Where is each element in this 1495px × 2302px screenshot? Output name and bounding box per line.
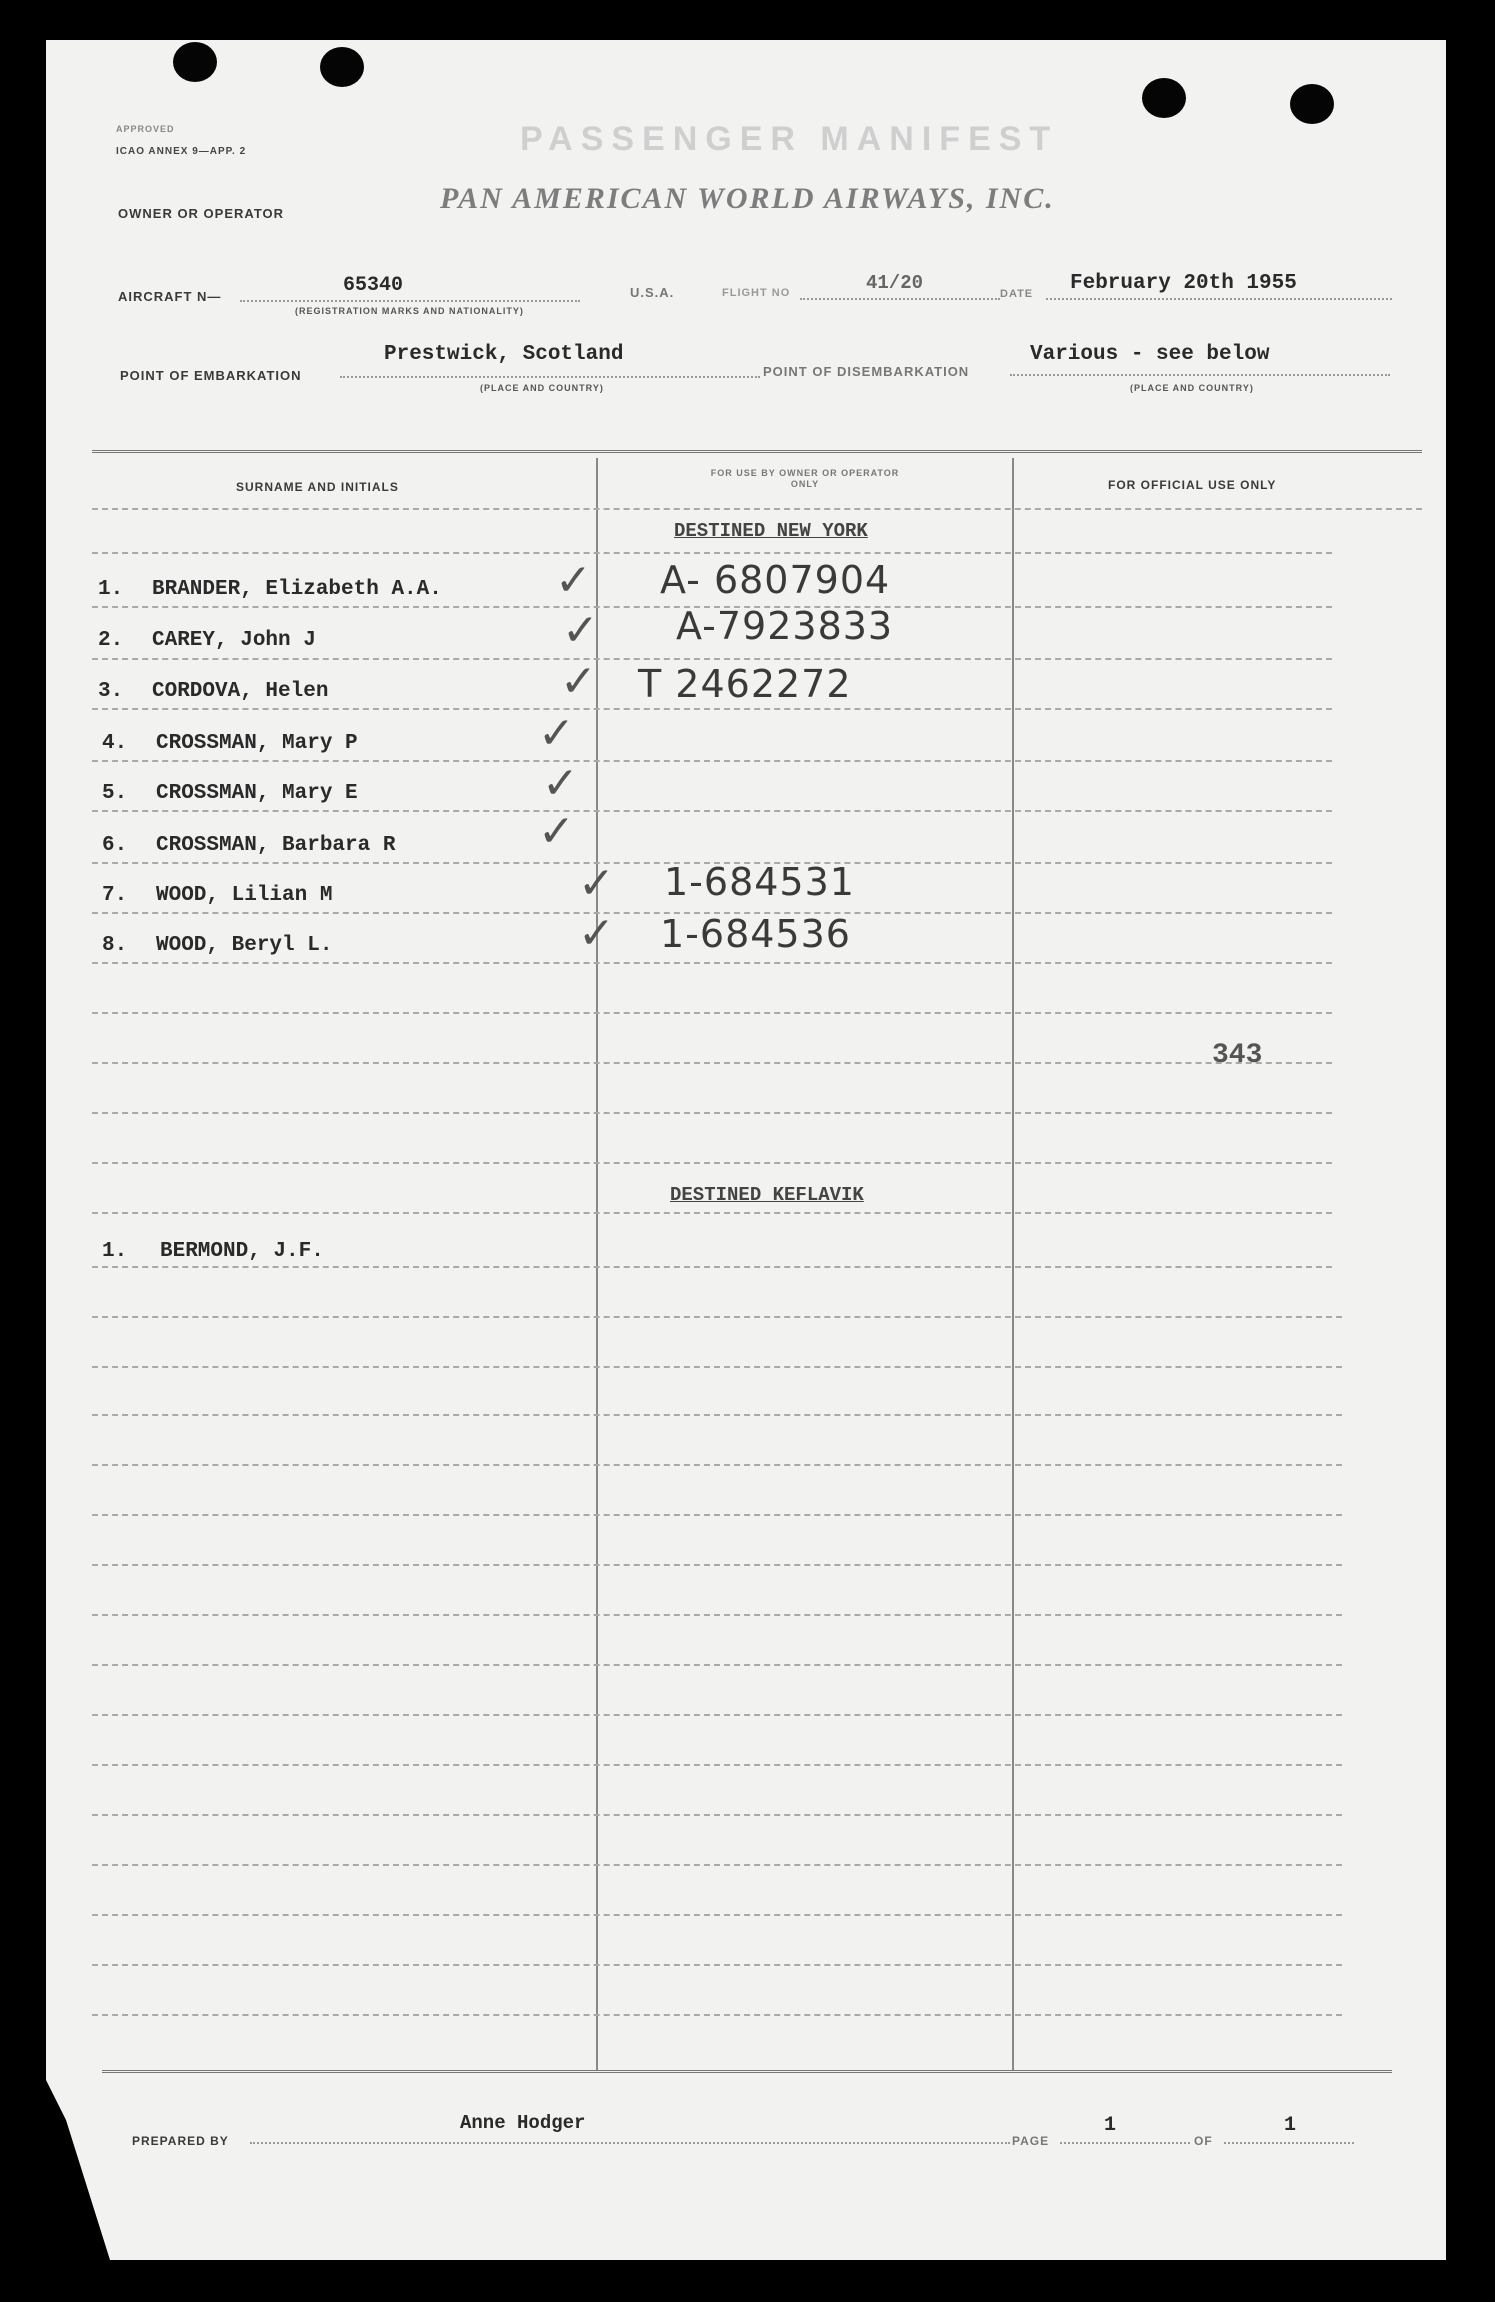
row-rule (92, 552, 1332, 554)
flight-value: 41/20 (866, 272, 924, 294)
disembark-line (1010, 374, 1390, 376)
date-line (1046, 298, 1392, 300)
check-mark-icon: ✓ (560, 656, 597, 707)
column-divider-2 (1012, 458, 1014, 2070)
passenger-number: 4. (102, 732, 128, 755)
row-rule (92, 760, 1332, 762)
row-rule (92, 1564, 1342, 1566)
passenger-name: WOOD, Lilian M (156, 884, 333, 907)
row-rule (92, 2014, 1342, 2016)
row-rule (92, 1814, 1342, 1816)
prepared-line (250, 2142, 1010, 2144)
embark-caption: (PLACE AND COUNTRY) (480, 383, 604, 393)
passenger-number: 7. (102, 884, 128, 907)
check-mark-icon: ✓ (578, 858, 615, 909)
handwritten-note: 1-684536 (660, 912, 851, 956)
handwritten-note: A-7923833 (676, 604, 894, 648)
check-mark-icon: ✓ (542, 758, 579, 809)
official-mark: 343 (1212, 1040, 1263, 1071)
aircraft-line (240, 300, 580, 302)
passenger-number: 5. (102, 782, 128, 805)
passenger-name: CAREY, John J (152, 629, 316, 652)
row-rule (92, 708, 1332, 710)
disembark-caption: (PLACE AND COUNTRY) (1130, 383, 1254, 393)
owner-label: OWNER OR OPERATOR (118, 206, 285, 221)
date-label: DATE (1000, 288, 1034, 300)
passenger-name: CROSSMAN, Mary P (156, 732, 358, 755)
check-mark-icon: ✓ (562, 605, 599, 656)
prepared-by: Anne Hodger (460, 2112, 586, 2134)
embark-value: Prestwick, Scotland (384, 343, 624, 366)
handwritten-note: A- 6807904 (660, 558, 891, 602)
row-rule (92, 658, 1332, 660)
table-bottom-rule (102, 2070, 1392, 2073)
passenger-number: 6. (102, 834, 128, 857)
passenger-number: 1. (98, 578, 124, 601)
usa-label: U.S.A. (630, 285, 675, 300)
row-rule (92, 1366, 1342, 1368)
row-rule (92, 1012, 1332, 1014)
col-names-header: SURNAME AND INITIALS (236, 480, 399, 494)
passenger-name: CROSSMAN, Mary E (156, 782, 358, 805)
passenger-name: CROSSMAN, Barbara R (156, 834, 396, 857)
check-mark-icon: ✓ (555, 555, 592, 606)
passenger-name: WOOD, Beryl L. (156, 934, 333, 957)
check-mark-icon: ✓ (578, 908, 615, 959)
row-rule (92, 1514, 1342, 1516)
passenger-name: BRANDER, Elizabeth A.A. (152, 578, 442, 601)
airline-name: PAN AMERICAN WORLD AIRWAYS, INC. (440, 182, 1055, 215)
row-rule (92, 1664, 1342, 1666)
row-rule (92, 1414, 1342, 1416)
row-rule (92, 1162, 1332, 1164)
row-rule (92, 1212, 1332, 1214)
group-heading: DESTINED NEW YORK (674, 520, 868, 542)
page-number: 1 (1104, 2114, 1117, 2137)
row-rule (92, 1062, 1332, 1064)
passenger-number: 3. (98, 680, 124, 703)
passenger-name: BERMOND, J.F. (160, 1240, 324, 1263)
form-title: PASSENGER MANIFEST (520, 120, 1059, 158)
flight-label: FLIGHT NO (722, 287, 791, 299)
of-line (1224, 2142, 1354, 2144)
row-rule (92, 1864, 1342, 1866)
header-underline (92, 508, 1422, 510)
row-rule (92, 1112, 1332, 1114)
disembark-value: Various - see below (1030, 343, 1270, 366)
row-rule (92, 1316, 1342, 1318)
disembark-label: POINT OF DISEMBARKATION (763, 364, 970, 379)
passenger-number: 8. (102, 934, 128, 957)
row-rule (92, 962, 1332, 964)
of-label: OF (1194, 2134, 1213, 2148)
handwritten-note: 1-684531 (664, 860, 855, 904)
row-rule (92, 1914, 1342, 1916)
row-rule (92, 1964, 1342, 1966)
page-line (1060, 2142, 1190, 2144)
row-rule (92, 810, 1332, 812)
date-value: February 20th 1955 (1070, 272, 1297, 295)
punch-hole (173, 42, 217, 82)
aircraft-value: 65340 (343, 274, 404, 297)
passenger-number: 1. (102, 1240, 128, 1263)
punch-hole (1290, 84, 1334, 124)
aircraft-label: AIRCRAFT N— (118, 289, 222, 304)
prepared-label: PREPARED BY (132, 2134, 229, 2148)
group-heading: DESTINED KEFLAVIK (670, 1184, 864, 1206)
col-owner-header: FOR USE BY OWNER OR OPERATOR ONLY (710, 468, 900, 489)
approval-stamp: APPROVED (116, 124, 175, 134)
embark-label: POINT OF EMBARKATION (120, 368, 302, 383)
row-rule (92, 1464, 1342, 1466)
page-total: 1 (1284, 2114, 1297, 2137)
row-rule (92, 1266, 1332, 1268)
passenger-number: 2. (98, 629, 124, 652)
handwritten-note: T 2462272 (638, 662, 852, 706)
punch-hole (1142, 78, 1186, 118)
row-rule (92, 1714, 1342, 1716)
passenger-name: CORDOVA, Helen (152, 680, 329, 703)
flight-line (800, 298, 1000, 300)
approval-annex: ICAO ANNEX 9—APP. 2 (116, 146, 247, 157)
punch-hole (320, 47, 364, 87)
check-mark-icon: ✓ (538, 806, 575, 857)
row-rule (92, 1764, 1342, 1766)
check-mark-icon: ✓ (538, 708, 575, 759)
registration-caption: (REGISTRATION MARKS AND NATIONALITY) (295, 306, 524, 316)
col-official-header: FOR OFFICIAL USE ONLY (1108, 478, 1277, 492)
page-label: PAGE (1012, 2134, 1050, 2148)
embark-line (340, 376, 760, 378)
table-top-rule (92, 450, 1422, 453)
row-rule (92, 1614, 1342, 1616)
